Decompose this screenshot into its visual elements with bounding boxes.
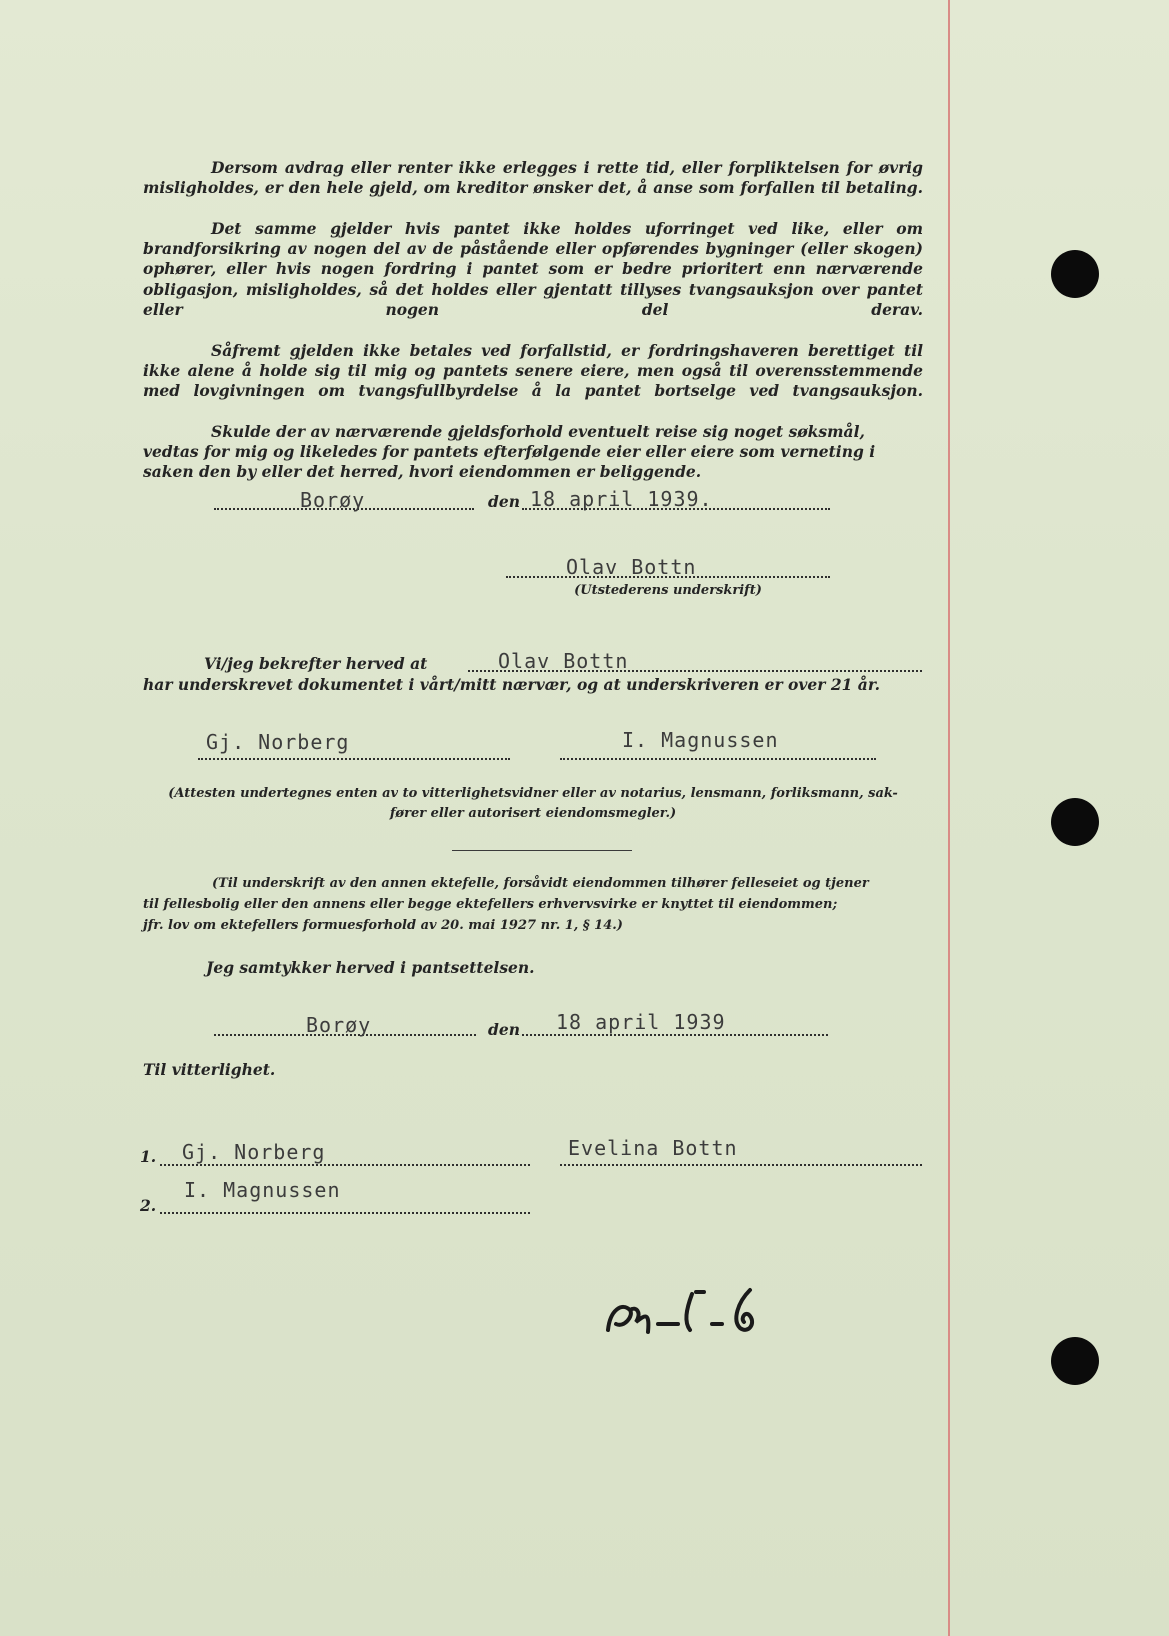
- handwritten-initials: [600, 1280, 780, 1340]
- spouse-note-line3: jfr. lov om ektefellers formuesforhold av 20. mai 1927 nr. 1, § 14.): [143, 918, 623, 933]
- red-margin-line: [948, 0, 950, 1636]
- spouse-signature-dotted-line: [560, 1164, 922, 1166]
- attestation-line1: Vi/jeg bekrefter herved at: [204, 654, 428, 673]
- witness-number-2: 2.: [140, 1196, 157, 1215]
- attestation-note-line2: fører eller autorisert eiendomsmegler.): [389, 806, 677, 821]
- consent-date-typed: 18 april 1939: [556, 1010, 726, 1034]
- consent-place-typed: Borøy: [306, 1013, 372, 1037]
- witness-heading: Til vitterlighet.: [143, 1060, 276, 1079]
- terms-clauses: [143, 158, 923, 483]
- consent-statement: Jeg samtykker herved i pantsettelsen.: [206, 958, 535, 977]
- consent-date-dotted-line: [522, 1034, 828, 1036]
- clause-venue: Skulde der av nærværende gjeldsforhold eventuelt reise sig noget søksmål, vedtas for mig og likeledes for pantets efterfølgende eier eller eiere som verneting i saken den by eller det herred, hvori eiendommen er beliggende.: [143, 421, 876, 482]
- consent-witness2-dotted-line: [160, 1212, 530, 1214]
- attestation-witness2: I. Magnussen: [622, 728, 779, 752]
- attestation-witness1: Gj. Norberg: [206, 730, 350, 754]
- issuer-signature: Olav Bottn: [566, 555, 697, 579]
- clause-forced-sale: Såfremt gjelden ikke betales ved forfallstid, er fordringshaveren berettiget til ikke alene å holde sig til mig og pantets senere eiere, men også til overensstemmende med lovgivningen om tvangsfullbyrdelse å la pantet bortselge ved tvangsauksjon.: [143, 340, 923, 401]
- date-typed: 18 april 1939.: [530, 487, 713, 511]
- section-divider: [452, 850, 632, 851]
- witness-number-1: 1.: [140, 1147, 157, 1166]
- attestation-signer: Olav Bottn: [498, 649, 629, 673]
- witness1-dotted-line: [198, 758, 510, 760]
- punch-hole: [1051, 250, 1099, 298]
- consent-witness2: I. Magnussen: [184, 1178, 341, 1202]
- spouse-signature: Evelina Bottn: [568, 1136, 738, 1160]
- spouse-note-line2: til fellesbolig eller den annens eller begge ektefellers erhvervsvirke er knyttet til eiendommen;: [143, 897, 838, 912]
- consent-den-label: den: [488, 1020, 520, 1039]
- clause-default: Dersom avdrag eller renter ikke erlegges i rette tid, eller forpliktelsen for øvrig misligholdes, er den hele gjeld, om kreditor ønsker det, å anse som forfallen til betaling.: [143, 158, 923, 198]
- attestation-line2: har underskrevet dokumentet i vårt/mitt nærvær, og at underskriveren er over 21 år.: [143, 675, 880, 694]
- attestation-note-line1: (Attesten undertegnes enten av to vitterlighetsvidner eller av notarius, lensmann, forliksmann, sak-: [168, 786, 898, 801]
- spouse-note-line1: (Til underskrift av den annen ektefelle, forsåvidt eiendommen tilhører felleseiet og tjener: [212, 876, 869, 891]
- den-label: den: [488, 492, 520, 511]
- punch-hole: [1051, 1337, 1099, 1385]
- consent-witness1-dotted-line: [160, 1164, 530, 1166]
- signature-caption: (Utstederens underskrift): [574, 583, 762, 598]
- place-typed: Borøy: [300, 488, 366, 512]
- punch-hole: [1051, 798, 1099, 846]
- witness2-dotted-line: [560, 758, 876, 760]
- consent-witness1: Gj. Norberg: [182, 1140, 326, 1164]
- clause-property-condition: Det samme gjelder hvis pantet ikke holdes uforringet ved like, eller om brandforsikring av nogen del av de påstående eller opførendes bygninger (eller skogen) ophører, eller hvis nogen fordring i pantet som er bedre prioritert enn nærværende obligasjon, misligholdes, så det holdes eller gjentatt tillyses tvangsauksjon over pantet eller nogen del derav.: [143, 218, 923, 320]
